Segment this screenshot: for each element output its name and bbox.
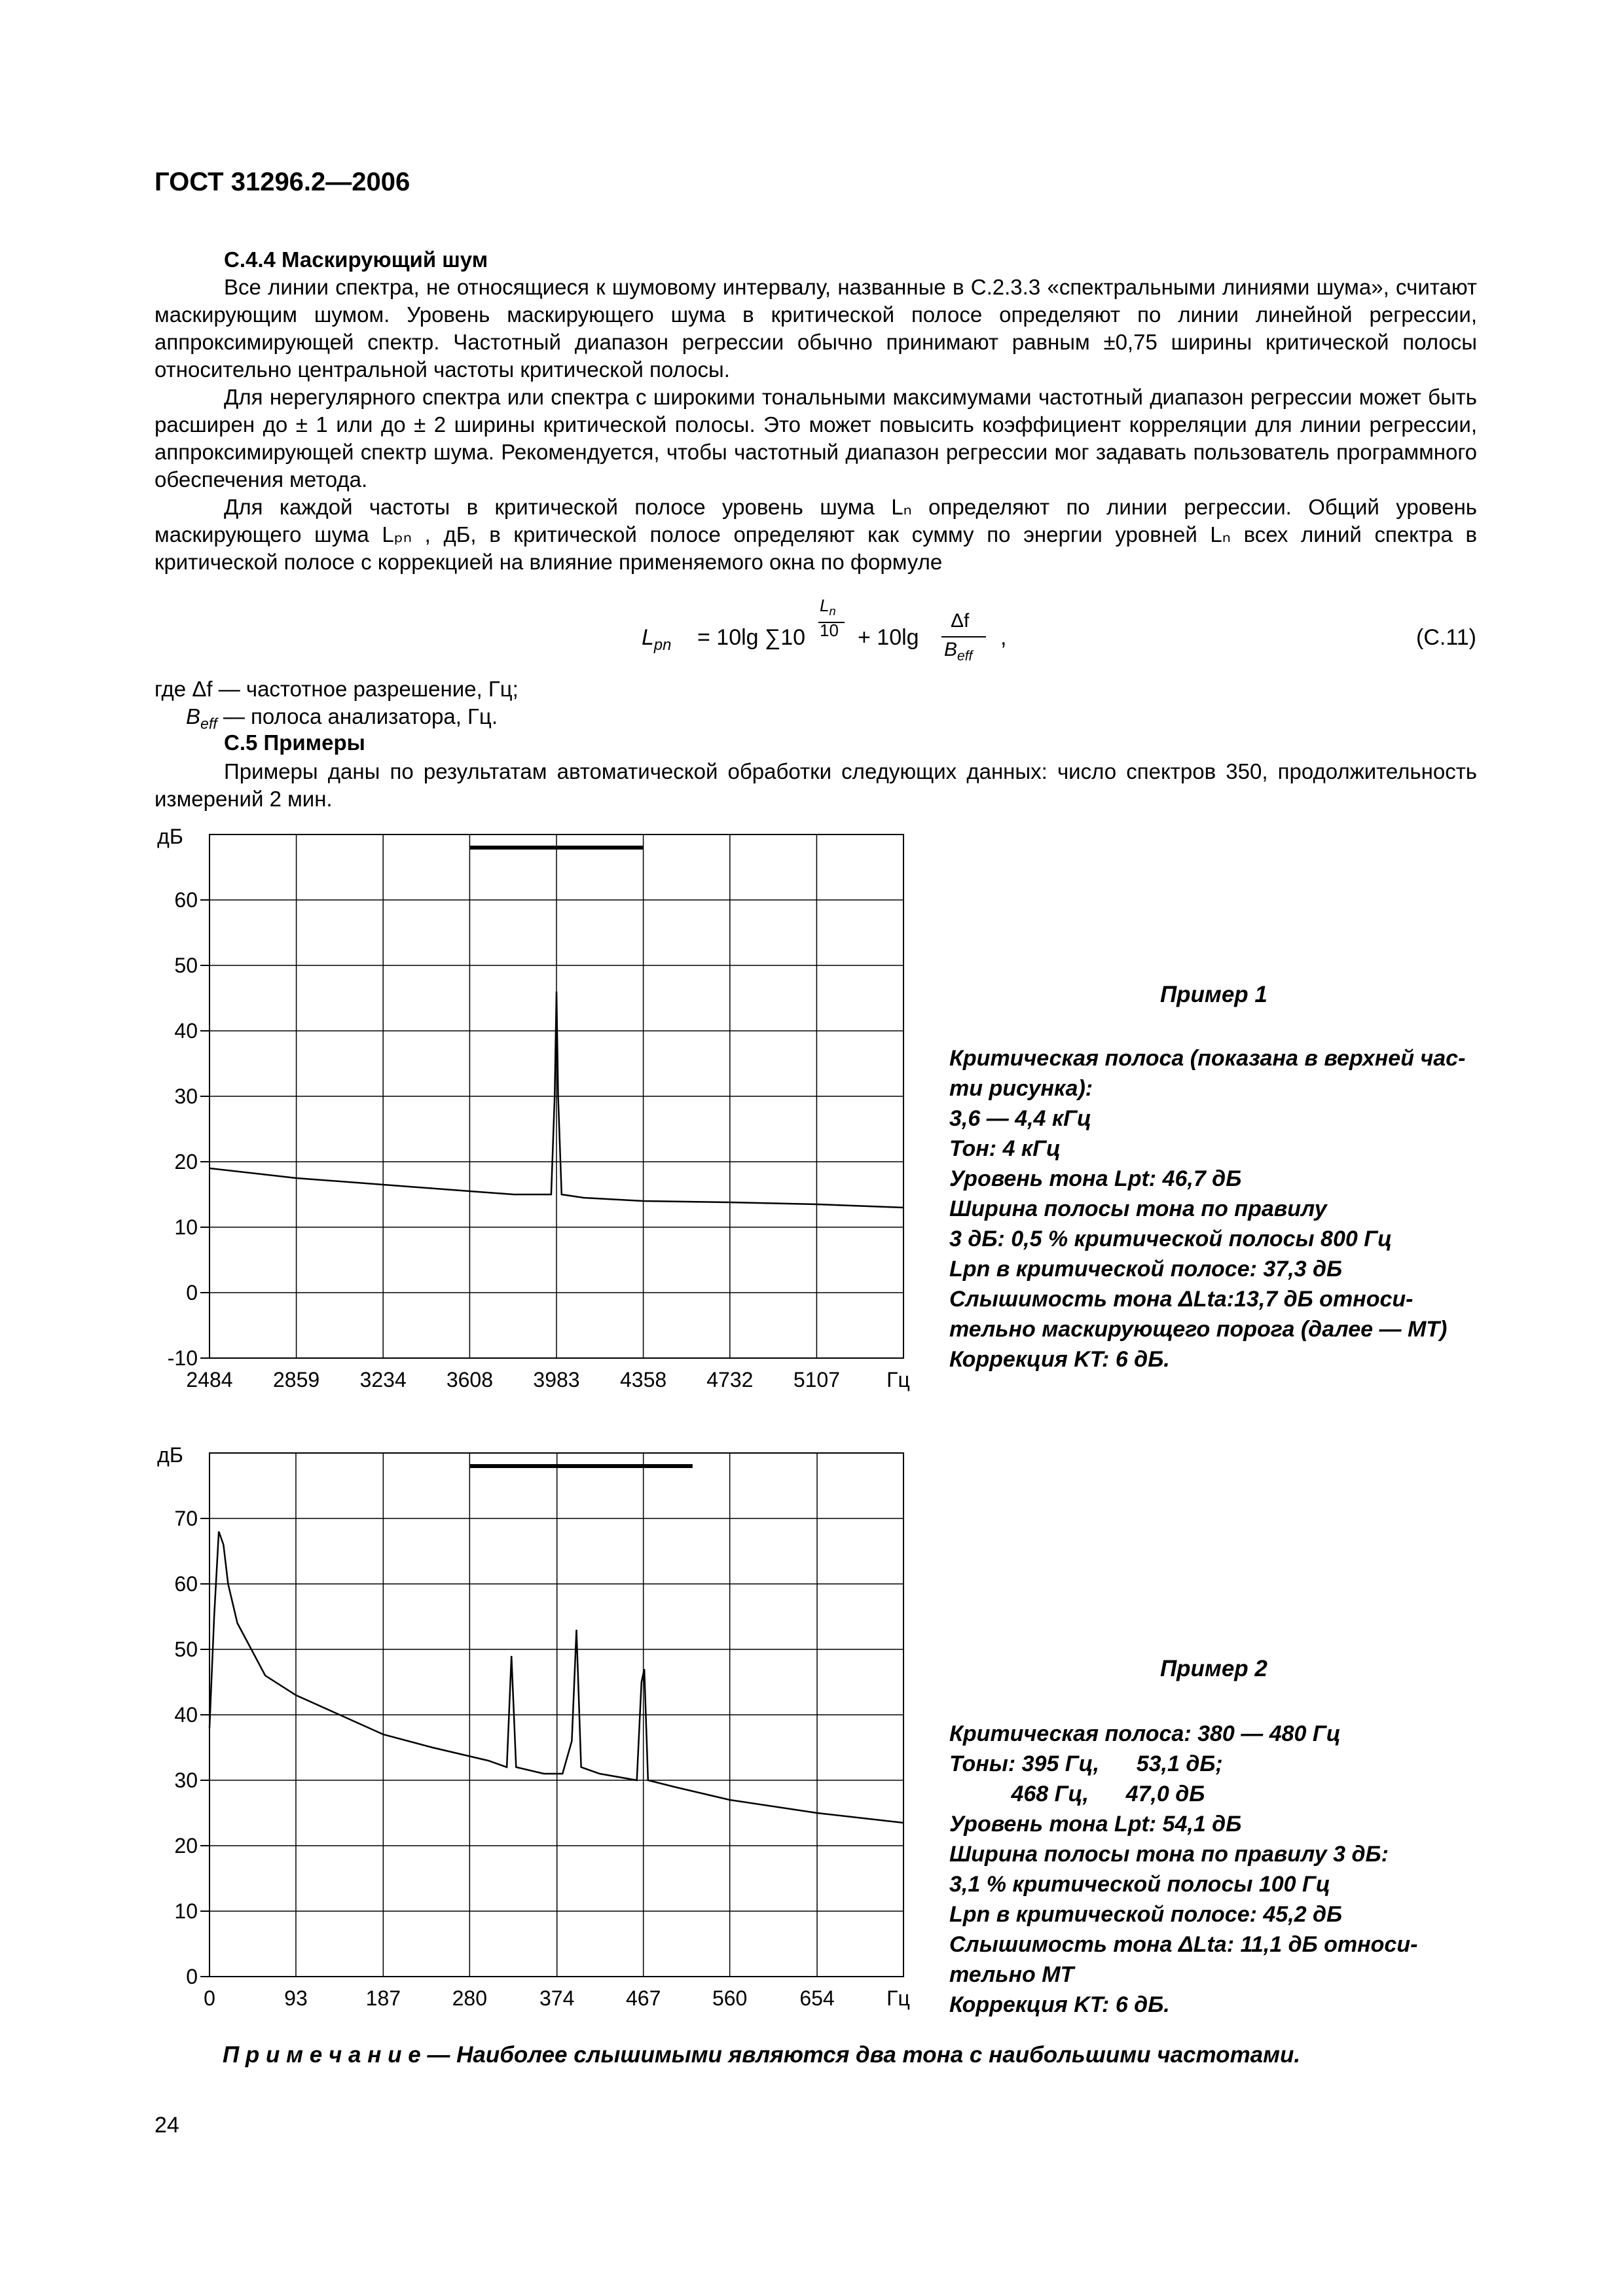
chart1-x-tick-label: 4732 [706,1368,754,1391]
note: П р и м е ч а н и е — Наиболее слышимыми являются два тона с наибольшими частотами. [223,2042,1301,2068]
example-1-line: Слышимость тона ΔLta:13,7 дБ относи- [949,1287,1413,1312]
example-2-line: Lpn в критической полосе: 45,2 дБ [949,1902,1343,1927]
formula-exp-num: $L_n$ [820,596,836,619]
chart2-x-tick-label: 560 [712,1986,748,2010]
formula-lhs: $L_{pn}$ [642,625,672,654]
chart2-x-unit: Гц [886,1986,910,2010]
chart1-y-label: дБ [157,825,183,848]
chart1-y-tick-label: 20 [174,1150,198,1174]
chart2-y-tick-label: 0 [186,1965,198,1988]
chart1-y-tick-label: -10 [167,1346,198,1370]
chart2-y-tick-label: 40 [174,1703,198,1727]
chart1-x-tick-label: 4358 [619,1368,667,1391]
section-title-c5: C.5 Примеры [224,730,365,755]
example-1-line: 3 дБ: 0,5 % критической полосы 800 Гц [949,1227,1393,1251]
chart2-x-tick-label: 467 [625,1986,661,2010]
chart1-x-tick-label: 2859 [272,1368,320,1391]
chart2-y-tick-label: 10 [174,1899,198,1923]
formula-frac-num: Δf [951,610,970,632]
example-1-line: Тон: 4 кГц [949,1136,1061,1161]
formula-frac-bar [941,636,986,637]
example-2-line: Слышимость тона ΔLta: 11,1 дБ относи- [949,1932,1418,1957]
where-line-1: где Δf — частотное разрешение, Гц; [155,677,519,701]
example-2-line: Уровень тона Lpt: 54,1 дБ [949,1812,1242,1837]
formula-comma: , [1000,625,1007,650]
example-1-line: Ширина полосы тона по правилу [949,1196,1327,1221]
chart2-x-tick-label: 374 [539,1986,575,2010]
document-header: ГОСТ 31296.2—2006 [155,168,410,196]
paragraph: Для нерегулярного спектра или спектра с широкими тональными максимумами частотный диапазон регрессии может быть расширен до ± 1 или до ± 2 ширины критической полосы. Это может повысить коэффициент корреляции для линии регрессии, аппроксимирующей спектр шума. Рекомендуется, чтобы частотный диапазон регрессии мог задавать пользователь программного обеспечения метода. [155,385,1477,492]
example-2-details [949,1719,1486,2020]
chart1-x-tick-label: 3234 [359,1368,407,1391]
chart-example-2 [151,1440,936,2029]
example-2-line: 3,1 % критической полосы 100 Гц [949,1872,1330,1897]
paragraph: Для каждой частоты в критической полосе уровень шума Lₙ определяют по линии регрессии. Общий уровень маскирующего шума Lₚₙ , дБ, в критической полосе определяют как сумму по энергии уровней Lₙ всех линий спектра в критической полосе с коррекцией на влияние применяемого окна по формуле [155,495,1477,574]
chart1-x-tick-label: 5107 [793,1368,841,1391]
where-line-2: $B_{eff}$ — полоса анализатора, Гц. [186,704,498,732]
example-1-line: Коррекция KT: 6 дБ. [949,1347,1170,1372]
example-2-line: 468 Гц, 47,0 дБ [949,1782,1205,1806]
paragraph: Примеры даны по результатам автоматической обработки следующих данных: число спектров 350, продолжительность измерений 2 мин. [155,759,1477,811]
chart1-y-tick-label: 50 [174,954,198,977]
chart2-y-tick-label: 70 [174,1507,198,1530]
chart2-y-tick-label: 20 [174,1834,198,1857]
chart1-x-unit: Гц [886,1368,910,1391]
chart1-y-tick-label: 10 [174,1215,198,1239]
section-title-c44: C.4.4 Маскирующий шум [224,247,488,272]
chart1-x-tick-label: 3608 [446,1368,494,1391]
example-1-line: тельно маскирующего порога (далее — МТ) [949,1317,1448,1342]
formula-sum: = 10lg ∑10 [697,625,806,650]
example-2-line: Ширина полосы тона по правилу 3 дБ: [949,1842,1389,1867]
chart2-x-tick-label: 0 [204,1986,215,2010]
chart2-y-label: дБ [157,1443,183,1467]
chart2-y-tick-label: 60 [174,1572,198,1596]
chart1-x-tick-label: 2484 [186,1368,233,1391]
chart2-x-tick-label: 93 [284,1986,308,2010]
chart2-y-tick-label: 30 [174,1768,198,1792]
formula-plus: + 10lg [858,625,919,650]
chart1-y-tick-label: 40 [174,1019,198,1043]
example-1-line: Lpn в критической полосе: 37,3 дБ [949,1257,1343,1282]
chart2-x-tick-label: 187 [365,1986,401,2010]
formula-c11 [642,596,1113,668]
example-1-title: Пример 1 [1160,982,1267,1007]
example-1-line: Критическая полоса (показана в верхней час- [949,1046,1466,1071]
paragraph: Все линии спектра, не относящиеся к шумовому интервалу, названные в C.2.3.3 «спектральными линиями шума», считают маскирующим шумом. Уровень маскирующего шума в критической полосе определяют по линии линейной регрессии, аппроксимирующей спектр. Частотный диапазон регрессии обычно принимают равным ±0,75 ширины критической полосы относительно центральной частоты критической полосы. [155,275,1477,382]
example-2-line: тельно МТ [949,1962,1074,1987]
formula-frac-den: $B_{eff}$ [944,639,973,664]
chart-example-1 [151,821,936,1410]
chart1-y-tick-label: 60 [174,888,198,912]
example-2-title: Пример 2 [1160,1656,1267,1681]
example-1-details [949,1043,1486,1374]
example-2-line: Критическая полоса: 380 — 480 Гц [949,1721,1341,1746]
chart1-y-tick-label: 30 [174,1085,198,1108]
chart2-y-tick-label: 50 [174,1638,198,1661]
formula-exp-den: 10 [820,620,839,640]
example-1-line: ти рисунка): [949,1076,1093,1101]
equation-number: (C.11) [1416,625,1476,650]
chart1-y-tick-label: 0 [186,1281,198,1304]
page-number: 24 [155,2113,179,2138]
example-2-line: Коррекция KT: 6 дБ. [949,1992,1170,2017]
chart2-x-tick-label: 654 [799,1986,835,2010]
chart1-x-tick-label: 3983 [533,1368,580,1391]
example-1-line: Уровень тона Lpt: 46,7 дБ [949,1166,1242,1191]
example-1-line: 3,6 — 4,4 кГц [949,1106,1091,1131]
chart2-x-tick-label: 280 [452,1986,488,2010]
example-2-line: Тоны: 395 Гц, 53,1 дБ; [949,1751,1223,1776]
